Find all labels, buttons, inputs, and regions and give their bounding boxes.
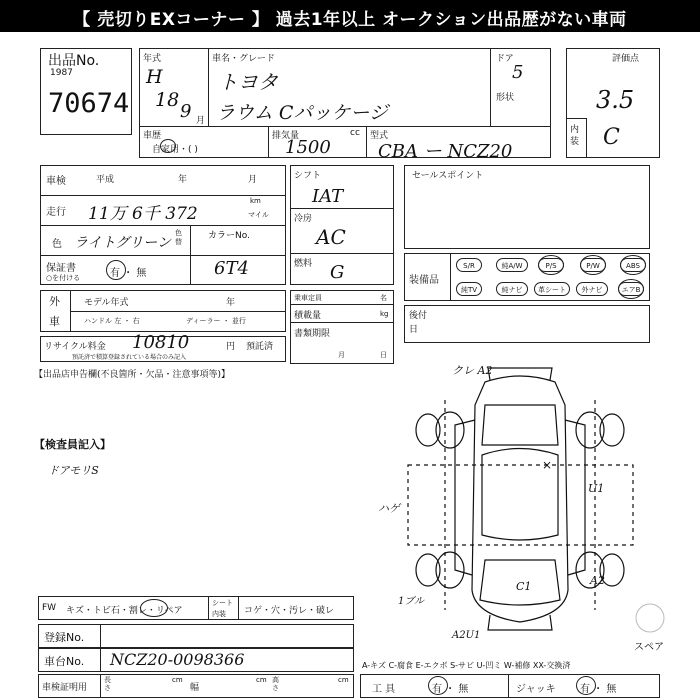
mileage-unit2: マイル (248, 211, 269, 219)
year-label: 年式 (143, 54, 162, 64)
color-value: ライトグリーン (74, 235, 172, 251)
equip-ps-circle (538, 255, 564, 275)
sheet-options: コゲ・穴・汚レ・破レ (244, 606, 335, 616)
month-unit: 月 (196, 116, 206, 126)
mark-bumper: 1ブル (398, 596, 424, 607)
dim-unit1: cm (172, 676, 183, 684)
year-era: H (146, 66, 163, 88)
mileage-label: 走行 (46, 207, 66, 218)
doors-label: ドア (496, 54, 514, 64)
type-value: CBA ー NCZ20 (378, 141, 513, 162)
car-model: ラウム Cパッケージ (216, 102, 389, 124)
equip-pw: P/W (580, 258, 606, 272)
name-label: 車名・グレード (212, 54, 276, 64)
load-label: 積載量 (294, 311, 322, 321)
inspector-note: ドアモリS (48, 464, 99, 477)
interior-label: 内装 (570, 125, 580, 147)
cert-label: 車検証明用 (42, 683, 88, 693)
warranty-label: 保証書 (46, 263, 76, 274)
jack-circle (576, 676, 596, 695)
mark-front: クレ A2 (452, 364, 493, 377)
recycle-note: 預託済で積算登録されている場合のみ記入 (72, 354, 187, 361)
docs-unit2: 日 (380, 351, 387, 359)
equip-abs: ABS (620, 258, 646, 272)
displacement-unit: cc (350, 128, 360, 138)
doors-value: 5 (512, 62, 524, 83)
lot-number: 70674 (48, 88, 130, 119)
seller-remarks-label: 【出品店申告欄(不良箇所・欠品・注意事項等)】 (34, 370, 231, 380)
score-label: 評価点 (612, 54, 640, 64)
recycle-status: 預託済 (246, 342, 274, 352)
sheet-label2: 内装 (212, 610, 226, 618)
jack-label: ジャッキ (516, 684, 556, 695)
inspector-label: 【検査員記入】 (34, 438, 111, 451)
recycle-value: 10810 (132, 332, 190, 353)
fw-options: キズ・トビ石・割レ・リペア (66, 606, 183, 616)
tools-label: 工 具 (372, 684, 396, 695)
dim-unit2: cm (256, 676, 267, 684)
equip-airbag: エアB (618, 282, 644, 296)
rear-label: 後付 (409, 311, 428, 321)
handle-label: ハンドル 左 ・ 右 (84, 317, 140, 325)
warranty-note: ○を付ける (46, 274, 81, 282)
dim-height: 高さ (272, 676, 279, 692)
equip-aw: 純A/W (496, 258, 528, 272)
warranty-circle (106, 260, 126, 280)
tools-circle (428, 676, 448, 695)
capacity-label: 乗車定員 (294, 294, 322, 302)
dim-length: 長さ (104, 676, 111, 692)
load-unit: kg (380, 310, 389, 318)
docs-label: 書類期限 (294, 329, 331, 339)
usage-text: 自家用・( ) (152, 145, 198, 155)
tools-options: 有 ・ 無 (432, 684, 469, 695)
import-label1: 外 (49, 295, 60, 308)
reg-box (38, 624, 354, 648)
equip-leather: 革シート (534, 282, 570, 296)
shaken-month: 月 (248, 175, 258, 185)
color-no-label: カラーNo. (208, 231, 250, 241)
docs-unit: 月 (338, 351, 345, 359)
shift-value: IAT (312, 186, 344, 207)
import-year-unit: 年 (226, 298, 236, 308)
shaken-era: 平成 (96, 175, 115, 185)
fw-circle (140, 599, 168, 617)
dim-unit3: cm (338, 676, 349, 684)
usage-label: 車歴 (143, 131, 162, 141)
mark-hage: ハゲ (378, 502, 400, 515)
score-value: 3.5 (596, 86, 635, 114)
year-value: 18 (155, 89, 180, 111)
usage-circle (160, 139, 176, 153)
equip-airbag-circle (618, 279, 644, 299)
equip-sr: S/R (456, 258, 482, 272)
shaken-label: 車検 (46, 176, 66, 187)
rear-label2: 日 (409, 325, 419, 335)
capacity-unit: 名 (380, 294, 387, 302)
lot-sub-number: 1987 (50, 68, 73, 78)
interior-value: C (603, 125, 620, 150)
color-change: 色替 (175, 229, 182, 246)
dealer-label: ディーラー ・ 並行 (186, 317, 246, 325)
car-maker: トヨタ (218, 70, 278, 94)
month-value: 9 (180, 101, 192, 122)
displacement-value: 1500 (285, 137, 331, 158)
fuel-value: G (330, 262, 345, 283)
equipment-label: 装備品 (409, 275, 439, 286)
chassis-label: 車台No. (44, 655, 85, 668)
reg-label: 登録No. (44, 631, 85, 644)
rear-box (404, 305, 650, 343)
damage-legend: A-キズ C-腐食 E-エクボ S-サビ U-凹ミ W-補修 XX-交換済 (362, 661, 571, 670)
mark-c1: C1 (516, 580, 532, 593)
equip-ext-navi: 外ナビ (576, 282, 608, 296)
lot-label: 出品No. (48, 53, 100, 69)
equip-pw-circle (580, 255, 606, 275)
sheet-label: シート (212, 599, 233, 607)
chassis-value: NCZ20-0098366 (110, 650, 245, 669)
ac-label: 冷房 (294, 214, 313, 224)
equip-abs-circle (620, 255, 646, 275)
dim-width: 幅 (190, 683, 200, 693)
fw-label: FW (42, 603, 57, 613)
spare-label: スペア (634, 642, 664, 653)
displacement-label: 排気量 (272, 131, 300, 141)
ac-value: AC (316, 225, 346, 249)
fuel-label: 燃料 (294, 259, 313, 269)
warranty-options: 有 ・ 無 (110, 268, 147, 279)
model-year-label: モデル年式 (84, 298, 129, 308)
shaken-year: 年 (178, 175, 188, 185)
sales-point-label: セールスポイント (412, 171, 484, 181)
equipment-box (404, 253, 650, 301)
mark-x: × (542, 458, 553, 472)
mark-a2-right: A2 (590, 574, 605, 587)
recycle-label: リサイクル料金 (44, 342, 106, 352)
color-label: 色 (52, 239, 62, 250)
equip-navi: 純ナビ (496, 282, 528, 296)
color-no-value: 6T4 (214, 258, 249, 279)
mark-rear: A2U1 (452, 630, 481, 641)
import-label2: 車 (49, 315, 60, 328)
equip-ps: P/S (538, 258, 564, 272)
jack-options: 有 ・ 無 (580, 684, 617, 695)
header-title: 【 売切りEXコーナー 】 過去1年以上 オークション出品歴がない車両 (73, 10, 627, 30)
equip-tv: 純TV (456, 282, 482, 296)
mark-u1: U1 (588, 482, 605, 495)
shape-label: 形状 (496, 93, 515, 103)
mileage-unit: km (250, 197, 261, 205)
shift-label: シフト (294, 171, 322, 181)
type-label: 型式 (370, 131, 389, 141)
recycle-unit: 円 (226, 342, 236, 352)
mileage-value: 11万 6千 372 (88, 204, 198, 224)
